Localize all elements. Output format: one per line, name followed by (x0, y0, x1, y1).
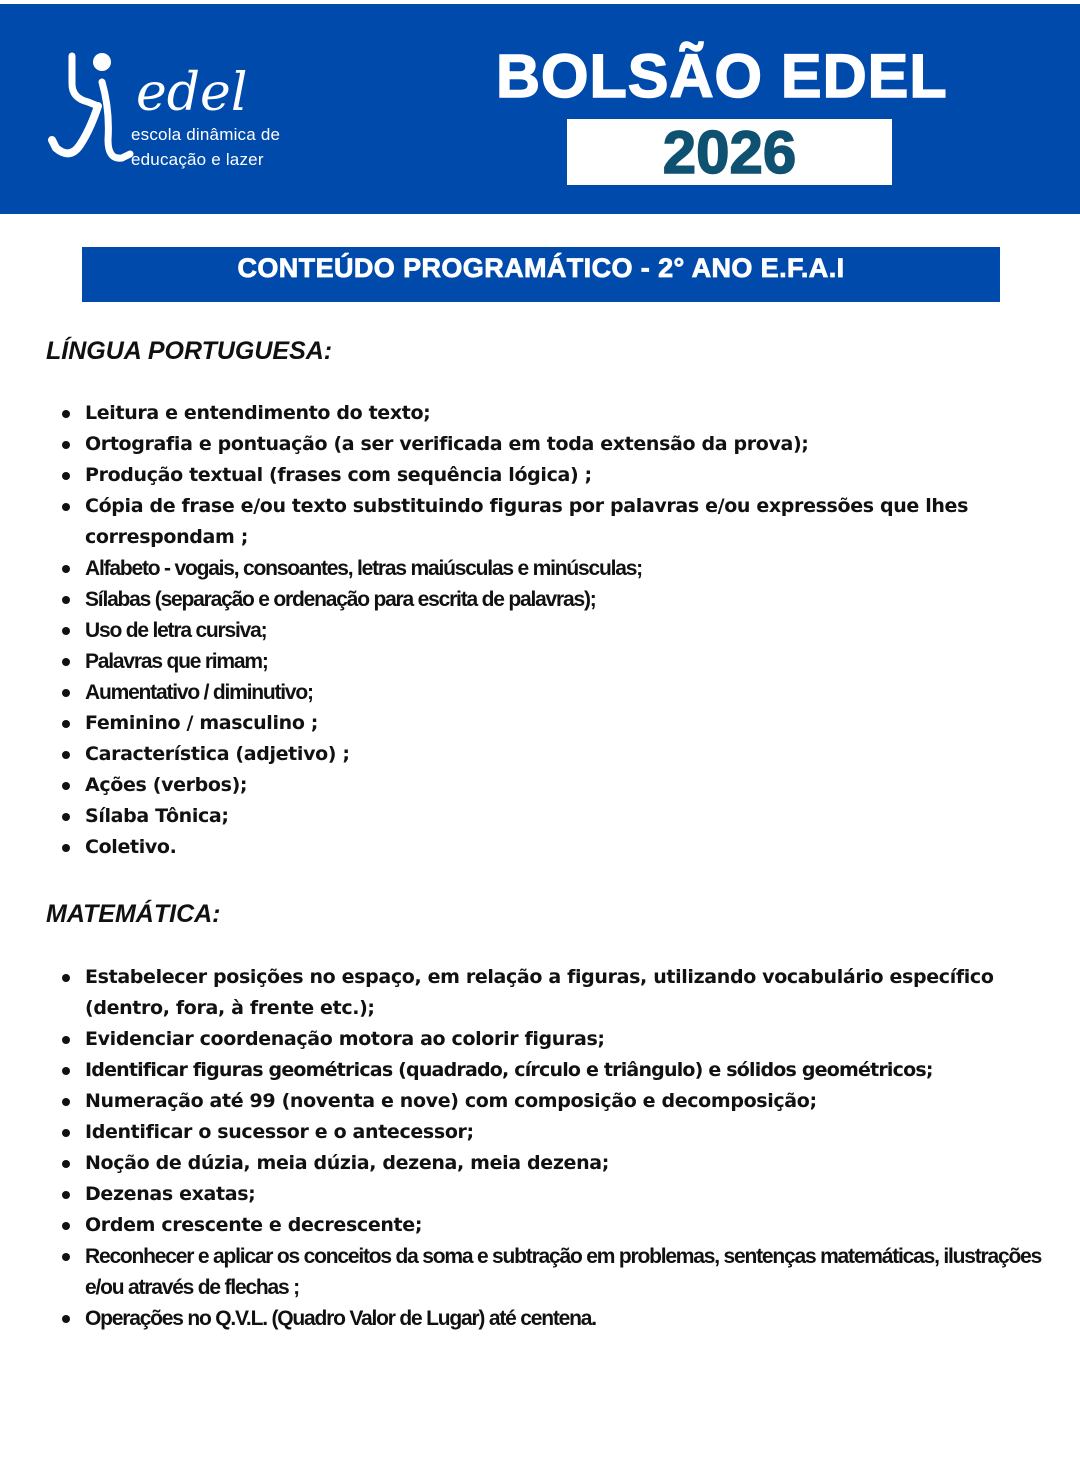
portugues-list (60, 398, 1050, 863)
section-title-portugues: LÍNGUA PORTUGUESA: (46, 337, 333, 365)
bullet-icon (62, 782, 70, 790)
list-item: Ordem crescente e decrescente; (60, 1210, 1050, 1241)
bullet-icon (62, 410, 70, 418)
list-item: Cópia de frase e/ou texto substituindo figuras por palavras e/ou expressões que lhes correspondam ; (60, 491, 1050, 553)
bullet-icon (62, 1253, 70, 1261)
list-item: Leitura e entendimento do texto; (60, 398, 1050, 429)
bullet-icon (62, 1222, 70, 1230)
bullet-icon (62, 627, 70, 635)
bullet-icon (62, 441, 70, 449)
list-item: Ortografia e pontuação (a ser verificada em toda extensão da prova); (60, 429, 1050, 460)
bullet-icon (62, 1191, 70, 1199)
bullet-icon (62, 596, 70, 604)
list-item: Característica (adjetivo) ; (60, 739, 1050, 770)
list-item: Uso de letra cursiva; (60, 615, 1050, 646)
bullet-icon (62, 689, 70, 697)
logo-tagline-line2: educação e lazer (131, 150, 264, 169)
bullet-icon (62, 503, 70, 511)
list-item: Aumentativo / diminutivo; (60, 677, 1050, 708)
matematica-list (60, 962, 1050, 1334)
list-item: Operações no Q.V.L. (Quadro Valor de Lugar) até centena. (60, 1303, 1050, 1334)
bullet-icon (62, 1315, 70, 1323)
header-banner (0, 4, 1080, 214)
list-item: Numeração até 99 (noventa e nove) com composição e decomposição; (60, 1086, 1050, 1117)
bullet-icon (62, 565, 70, 573)
year-label: 2026 (662, 119, 797, 186)
list-item: Reconhecer e aplicar os conceitos da soma e subtração em problemas, sentenças matemáticas, ilustrações e/ou através de flechas ; (60, 1241, 1050, 1303)
bullet-icon (62, 658, 70, 666)
bullet-icon (62, 844, 70, 852)
bullet-icon (62, 1129, 70, 1137)
section-title-matematica: MATEMÁTICA: (46, 900, 221, 928)
list-item: Evidenciar coordenação motora ao colorir figuras; (60, 1024, 1050, 1055)
list-item: Estabelecer posições no espaço, em relação a figuras, utilizando vocabulário específico (dentro, fora, à frente etc.); (60, 962, 1050, 1024)
list-item: Ações (verbos); (60, 770, 1050, 801)
list-item: Alfabeto - vogais, consoantes, letras maiúsculas e minúsculas; (60, 553, 1050, 584)
bullet-icon (62, 1098, 70, 1106)
list-item: Palavras que rimam; (60, 646, 1050, 677)
list-item: Sílabas (separação e ordenação para escrita de palavras); (60, 584, 1050, 615)
page-title: BOLSÃO EDEL (496, 42, 948, 110)
bullet-icon (62, 974, 70, 982)
bullet-icon (62, 720, 70, 728)
list-item: Noção de dúzia, meia dúzia, dezena, meia dezena; (60, 1148, 1050, 1179)
list-item: Identificar o sucessor e o antecessor; (60, 1117, 1050, 1148)
bullet-icon (62, 1160, 70, 1168)
bullet-icon (62, 472, 70, 480)
content-banner: CONTEÚDO PROGRAMÁTICO - 2° ANO E.F.A.I (82, 247, 1000, 302)
list-item: Identificar figuras geométricas (quadrado, círculo e triângulo) e sólidos geométricos; (60, 1055, 1050, 1086)
year-box (567, 119, 892, 185)
bullet-icon (62, 813, 70, 821)
bullet-icon (62, 1036, 70, 1044)
list-item: Feminino / masculino ; (60, 708, 1050, 739)
list-item: Produção textual (frases com sequência lógica) ; (60, 460, 1050, 491)
logo-tagline-line1: escola dinâmica de (131, 125, 281, 144)
bullet-icon (62, 1067, 70, 1075)
list-item: Dezenas exatas; (60, 1179, 1050, 1210)
list-item: Sílaba Tônica; (60, 801, 1050, 832)
list-item: Coletivo. (60, 832, 1050, 863)
bullet-icon (62, 751, 70, 759)
svg-text:edel: edel (136, 63, 248, 123)
